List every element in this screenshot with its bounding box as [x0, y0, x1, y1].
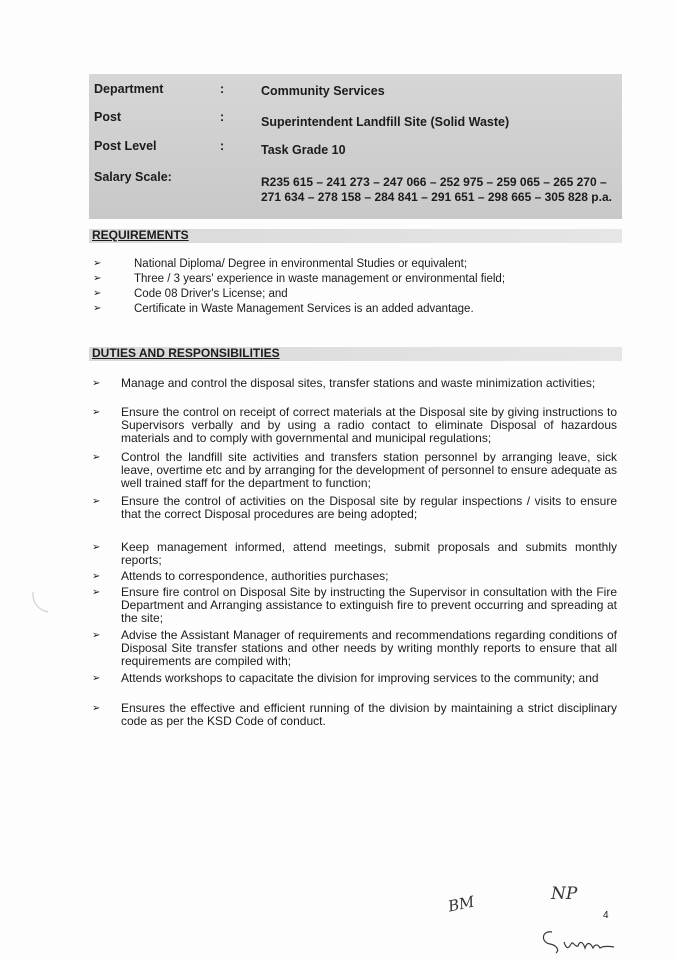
arrow-bullet-icon: ➢	[93, 273, 102, 284]
arrow-bullet-icon: ➢	[92, 571, 101, 582]
info-value: R235 615 – 241 273 – 247 066 – 252 975 – 259 065 – 265 270 – 271 634 – 278 158 – 284 841 – 291 651 – 298 665 – 305 828 p.a.	[261, 175, 612, 204]
duty-text: Manage and control the disposal sites, transfer stations and waste minimization activities;	[121, 376, 596, 390]
arrow-bullet-icon: ➢	[93, 258, 102, 269]
duty-text: Ensures the effective and efficient running of the division by maintaining a strict disciplinary code as per the KSD Code of conduct.	[121, 701, 617, 728]
arrow-bullet-icon: ➢	[93, 288, 102, 299]
handwritten-initials-bm: BM	[446, 892, 476, 916]
arrow-bullet-icon: ➢	[92, 378, 101, 389]
info-value: Superintendent Landfill Site (Solid Waste)	[261, 115, 510, 129]
duty-text: Attends to correspondence, authorities purchases;	[121, 569, 389, 583]
arrow-bullet-icon: ➢	[92, 630, 101, 641]
requirement-text: Three / 3 years' experience in waste management or environmental field;	[134, 273, 506, 285]
info-colon: :	[220, 139, 225, 153]
page-mark-icon	[30, 590, 52, 614]
list-item	[89, 303, 629, 318]
duties-heading: DUTIES AND RESPONSIBILITIES	[92, 346, 280, 360]
arrow-bullet-icon: ➢	[92, 673, 101, 684]
info-label: Post	[94, 110, 122, 124]
arrow-bullet-icon: ➢	[92, 407, 101, 418]
page-number: 4	[603, 910, 609, 921]
requirement-text: National Diploma/ Degree in environmental Studies or equivalent;	[134, 258, 468, 270]
list-item	[89, 258, 629, 273]
handwritten-initials-np: NP	[551, 884, 578, 904]
arrow-bullet-icon: ➢	[92, 496, 101, 507]
requirements-list	[89, 258, 629, 318]
requirement-text: Certificate in Waste Management Services is an added advantage.	[134, 303, 474, 315]
duties-heading-bar	[89, 347, 622, 361]
info-label: Salary Scale:	[94, 170, 172, 184]
arrow-bullet-icon: ➢	[92, 542, 101, 553]
info-value: Task Grade 10	[261, 143, 346, 157]
arrow-bullet-icon: ➢	[93, 303, 102, 314]
duty-text: Control the landfill site activities and transfers station personnel by arranging leave, sick leave, overtime etc and by arranging for the development of personnel to ensure adequate as well trained staff for the department to function;	[121, 450, 617, 490]
info-value: Community Services	[261, 84, 385, 98]
requirements-heading-bar	[89, 229, 622, 243]
requirement-text: Code 08 Driver's License; and	[134, 288, 288, 300]
info-label: Department	[94, 82, 164, 96]
list-item	[89, 273, 629, 288]
duty-text: Keep management informed, attend meetings, submit proposals and submits monthly reports;	[121, 540, 617, 567]
duty-text: Ensure fire control on Disposal Site by instructing the Supervisor in consultation with the Fire Department and Arranging assistance to extinguish fire to prevent occurring and spreading at the site;	[121, 585, 617, 625]
info-colon: :	[220, 82, 225, 96]
signature-scribble-icon	[538, 920, 648, 956]
arrow-bullet-icon: ➢	[92, 703, 101, 714]
info-colon: :	[220, 110, 225, 124]
duty-text: Ensure the control on receipt of correct materials at the Disposal site by giving instructions to Supervisors verbally and by using a radio contact to eliminate Disposal of hazardous materials and to comply with governmental and municipal regulations;	[121, 405, 617, 445]
duty-text: Ensure the control of activities on the Disposal site by regular inspections / visits to ensure that the correct Disposal procedures are being adopted;	[121, 494, 617, 521]
arrow-bullet-icon: ➢	[92, 587, 101, 598]
arrow-bullet-icon: ➢	[92, 452, 101, 463]
list-item	[89, 288, 629, 303]
info-label: Post Level	[94, 139, 157, 153]
requirements-heading: REQUIREMENTS	[92, 228, 189, 242]
duty-text: Advise the Assistant Manager of requirements and recommendations regarding conditions of Disposal Site transfer stations and other needs by writing monthly reports to ensure that all requirements are compiled with;	[121, 628, 617, 668]
post-info-table	[89, 74, 622, 219]
duty-text: Attends workshops to capacitate the division for improving services to the community; and	[121, 671, 599, 685]
